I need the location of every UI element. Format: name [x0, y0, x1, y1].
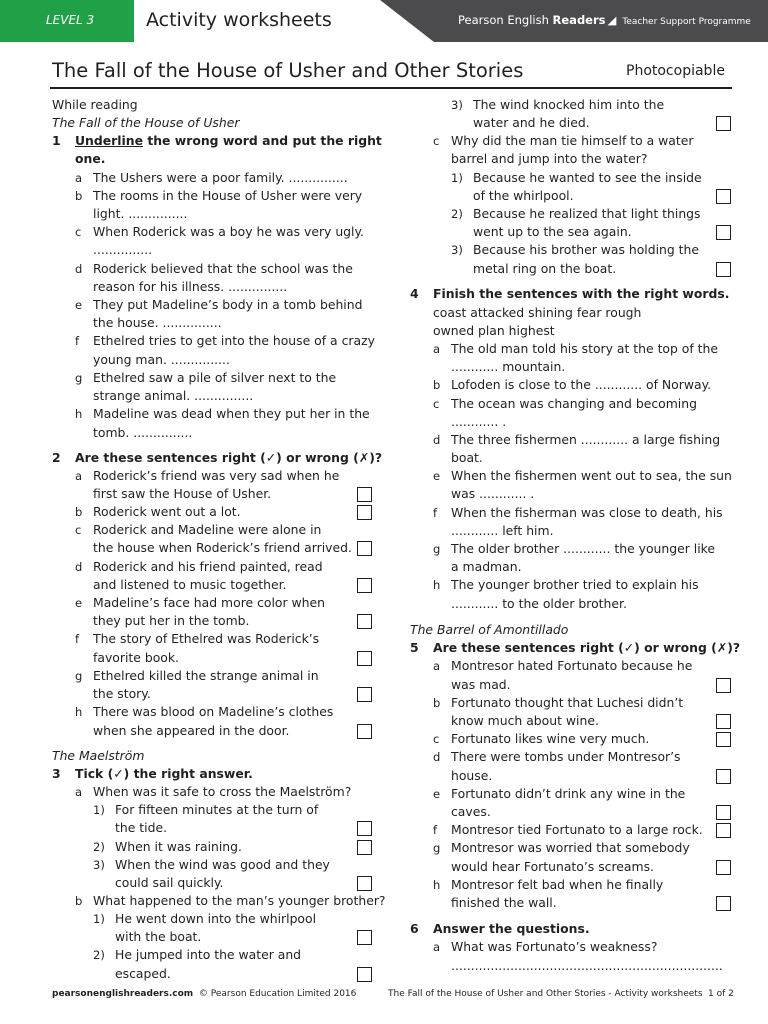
item-letter: c [75, 523, 82, 537]
answer-option: He jumped into the water and [115, 947, 302, 962]
answer-checkbox[interactable] [716, 860, 731, 875]
text-line: ..................................................................... [451, 958, 723, 973]
question-item: Montresor felt bad when he finally [451, 877, 664, 892]
footer-site-link[interactable]: pearsonenglishreaders.com [52, 989, 194, 999]
item-letter: d [433, 433, 441, 447]
text-line: would hear Fortunato’s screams. [451, 859, 654, 874]
brand-program: Teacher Support Programme [622, 17, 751, 27]
text-line: barrel and jump into the water? [451, 151, 648, 166]
option-number: 1) [451, 171, 463, 185]
exercise-heading: Are these sentences right (✓) or wrong (✗)? [75, 450, 383, 465]
text-line: ............ left him. [451, 523, 554, 538]
item-letter: c [433, 134, 440, 148]
exercise-number: 3 [52, 766, 61, 781]
text-line: house. [451, 768, 493, 783]
answer-option: Because his brother was holding the [473, 242, 700, 257]
text-line: a madman. [451, 559, 522, 574]
answer-checkbox[interactable] [357, 967, 372, 982]
option-number: 1) [93, 912, 105, 926]
question-item: The older brother ............ the younger like [451, 541, 716, 556]
text-line: The Barrel of Amontillado [410, 622, 569, 637]
header-band [0, 0, 768, 42]
exercise-number: 1 [52, 133, 61, 148]
item-letter: g [75, 371, 83, 385]
text-line: ............ mountain. [451, 359, 566, 374]
item-letter: b [75, 505, 83, 519]
text-line: finished the wall. [451, 895, 557, 910]
text-line: first saw the House of Usher. [93, 486, 272, 501]
item-letter: h [75, 407, 83, 421]
answer-option: For fifteen minutes at the turn of [115, 802, 319, 817]
answer-checkbox[interactable] [357, 578, 372, 593]
item-letter: b [75, 189, 83, 203]
question-item: The old man told his story at the top of the [451, 341, 719, 356]
question-item: The ocean was changing and becoming [451, 396, 697, 411]
text-line: boat. [451, 450, 483, 465]
item-letter: f [75, 632, 80, 646]
level-badge [0, 0, 134, 42]
answer-checkbox[interactable] [357, 487, 372, 502]
answer-checkbox[interactable] [357, 840, 372, 855]
item-letter: e [75, 596, 83, 610]
level-label: LEVEL 3 [46, 13, 95, 27]
footer-doc [388, 989, 703, 999]
answer-checkbox[interactable] [357, 505, 372, 520]
text-line: The Maelström [52, 748, 145, 763]
question-item: The story of Ethelred was Roderick’s [93, 631, 320, 646]
question-item: Ethelred tries to get into the house of a crazy [93, 333, 375, 348]
question-item: What was Fortunato’s weakness? [451, 939, 658, 954]
item-letter: e [75, 298, 83, 312]
item-letter: g [75, 669, 83, 683]
item-letter: b [433, 378, 441, 392]
question-item: Roderick went out a lot. [93, 504, 241, 519]
page-number: 1 of 2 [708, 989, 734, 999]
text-line: was ............ . [451, 486, 535, 501]
item-letter: e [433, 787, 441, 801]
option-number: 1) [93, 803, 105, 817]
item-letter: d [75, 560, 83, 574]
question-item: Montresor hated Fortunato because he [451, 658, 693, 673]
brand-name-bold: Readers [552, 13, 606, 27]
question-item: The Ushers were a poor family. ............... [93, 170, 348, 185]
item-letter: h [433, 878, 441, 892]
item-letter: a [433, 940, 441, 954]
item-letter: b [433, 696, 441, 710]
brand-logo [458, 13, 751, 27]
item-letter: c [75, 225, 82, 239]
answer-checkbox[interactable] [716, 189, 731, 204]
item-letter: h [433, 578, 441, 592]
option-number: 3) [93, 858, 105, 872]
answer-option: Because he realized that light things [473, 206, 701, 221]
text-line: escaped. [115, 966, 171, 981]
text-line: favorite book. [93, 650, 179, 665]
question-item: What happened to the man’s younger brother? [93, 893, 386, 908]
item-letter: c [433, 397, 440, 411]
text-line: reason for his illness. ............... [93, 279, 288, 294]
exercise-number: 6 [410, 921, 419, 936]
answer-checkbox[interactable] [716, 769, 731, 784]
question-item: Madeline’s face had more color when [93, 595, 325, 610]
question-item: Roderick’s friend was very sad when he [93, 468, 340, 483]
text-line: the story. [93, 686, 151, 701]
question-item: There were tombs under Montresor’s [451, 749, 681, 764]
text-line: was mad. [451, 677, 511, 692]
question-item: Roderick and Madeline were alone in [93, 522, 322, 537]
question-item: Ethelred killed the strange animal in [93, 668, 319, 683]
item-letter: f [75, 334, 80, 348]
exercise-number: 2 [52, 450, 61, 465]
answer-checkbox[interactable] [357, 724, 372, 739]
title-divider [50, 87, 732, 89]
footer-copyright: © Pearson Education Limited 2016 [198, 989, 357, 999]
option-number: 2) [93, 840, 105, 854]
answer-checkbox[interactable] [716, 116, 731, 131]
question-item: The younger brother tried to explain his [451, 577, 699, 592]
item-letter: f [433, 506, 438, 520]
text-line: tomb. ............... [93, 425, 193, 440]
text-line: ............ . [451, 414, 507, 429]
answer-checkbox[interactable] [357, 541, 372, 556]
text-line: ............... [93, 242, 153, 257]
exercise-heading: Are these sentences right (✓) or wrong (✗)? [433, 640, 741, 655]
answer-option: When the wind was good and they [115, 857, 330, 872]
question-item: Madeline was dead when they put her in the [93, 406, 370, 421]
answer-checkbox[interactable] [357, 651, 372, 666]
question-item: The three fishermen ............ a large fishing [451, 432, 721, 447]
answer-checkbox[interactable] [357, 614, 372, 629]
option-number: 3) [451, 98, 463, 112]
text-line: the house when Roderick’s friend arrived. [93, 540, 352, 555]
answer-checkbox[interactable] [716, 896, 731, 911]
text-line: one. [75, 151, 106, 166]
text-line: young man. ............... [93, 352, 230, 367]
question-item: Montresor was worried that somebody [451, 840, 690, 855]
question-item: They put Madeline’s body in a tomb behind [93, 297, 363, 312]
item-letter: g [433, 542, 441, 556]
question-item: Fortunato thought that Luchesi didn’t [451, 695, 684, 710]
question-item: The rooms in the House of Usher were very [93, 188, 363, 203]
item-letter: a [75, 171, 83, 185]
answer-checkbox[interactable] [357, 876, 372, 891]
item-letter: f [433, 823, 438, 837]
footer-left [52, 989, 356, 999]
text-line: the house. ............... [93, 315, 222, 330]
answer-checkbox[interactable] [716, 714, 731, 729]
text-line: caves. [451, 804, 491, 819]
footer-doc-suffix: - Activity worksheets [605, 989, 703, 999]
option-number: 3) [451, 243, 463, 257]
text-line: strange animal. ............... [93, 388, 254, 403]
question-item: When Roderick was a boy he was very ugly. [93, 224, 364, 239]
photocopiable-label: Photocopiable [626, 63, 725, 79]
item-letter: b [75, 894, 83, 908]
brand-name: Pearson English [458, 13, 553, 27]
answer-checkbox[interactable] [357, 687, 372, 702]
answer-option: When it was raining. [115, 839, 242, 854]
text-line: the tide. [115, 820, 168, 835]
question-item: There was blood on Madeline’s clothes [93, 704, 334, 719]
text-line: water and he died. [473, 115, 590, 130]
text-line: of the whirlpool. [473, 188, 574, 203]
text-line: owned plan highest [433, 323, 555, 338]
item-letter: a [75, 469, 83, 483]
question-item: Roderick believed that the school was the [93, 261, 353, 276]
text-line: and listened to music together. [93, 577, 287, 592]
footer-doc-title: The Fall of the House of Usher and Other Stories [388, 989, 606, 999]
text-line: could sail quickly. [115, 875, 224, 890]
question-item: Fortunato didn’t drink any wine in the [451, 786, 686, 801]
text-line: when she appeared in the door. [93, 723, 290, 738]
answer-checkbox[interactable] [357, 821, 372, 836]
exercise-heading: Finish the sentences with the right words. [433, 286, 730, 301]
question-item: When the fishermen went out to sea, the sun [451, 468, 732, 483]
text-line: While reading [52, 97, 138, 112]
item-letter: a [433, 659, 441, 673]
text-line: they put her in the tomb. [93, 613, 250, 628]
exercise-heading: Tick (✓) the right answer. [75, 766, 253, 781]
text-line: went up to the sea again. [473, 224, 632, 239]
exercise-heading [75, 133, 382, 151]
question-item: Lofoden is close to the ............ of Norway. [451, 377, 712, 392]
option-number: 2) [93, 948, 105, 962]
item-letter: c [433, 732, 440, 746]
question-item: Ethelred saw a pile of silver next to the [93, 370, 337, 385]
answer-checkbox[interactable] [716, 678, 731, 693]
exercise-number: 4 [410, 286, 419, 301]
item-letter: h [75, 705, 83, 719]
text-line: know much about wine. [451, 713, 599, 728]
question-item: When was it safe to cross the Maelström? [93, 784, 352, 799]
answer-option: Because he wanted to see the inside [473, 170, 702, 185]
exercise-heading: Answer the questions. [433, 921, 590, 936]
item-letter: g [433, 841, 441, 855]
text-line: ............ to the older brother. [451, 596, 627, 611]
answer-checkbox[interactable] [716, 225, 731, 240]
text-line: light. ............... [93, 206, 188, 221]
section-title: Activity worksheets [146, 9, 332, 31]
question-item: When the fisherman was close to death, his [451, 505, 723, 520]
question-item: Roderick and his friend painted, read [93, 559, 323, 574]
text-line: The Fall of the House of Usher [52, 115, 240, 130]
brand-tick-icon: ◢ [607, 13, 617, 27]
answer-option: He went down into the whirlpool [115, 911, 317, 926]
question-item: Montresor tied Fortunato to a large rock. [451, 822, 703, 837]
text-line: metal ring on the boat. [473, 261, 617, 276]
text-line: with the boat. [115, 929, 202, 944]
item-letter: a [433, 342, 441, 356]
option-number: 2) [451, 207, 463, 221]
exercise-number: 5 [410, 640, 419, 655]
text-line: coast attacked shining fear rough [433, 305, 642, 320]
page-title: The Fall of the House of Usher and Other Stories [52, 59, 524, 82]
answer-checkbox[interactable] [716, 823, 731, 838]
answer-checkbox[interactable] [716, 262, 731, 277]
item-letter: d [433, 750, 441, 764]
underline-word: Underline [75, 133, 143, 148]
answer-checkbox[interactable] [716, 805, 731, 820]
item-letter: e [433, 469, 441, 483]
answer-checkbox[interactable] [716, 732, 731, 747]
answer-option: The wind knocked him into the [473, 97, 665, 112]
question-item: Why did the man tie himself to a water [451, 133, 694, 148]
text-fragment: the wrong word and put the right [143, 133, 382, 148]
answer-checkbox[interactable] [357, 930, 372, 945]
question-item: Fortunato likes wine very much. [451, 731, 650, 746]
item-letter: d [75, 262, 83, 276]
item-letter: a [75, 785, 83, 799]
